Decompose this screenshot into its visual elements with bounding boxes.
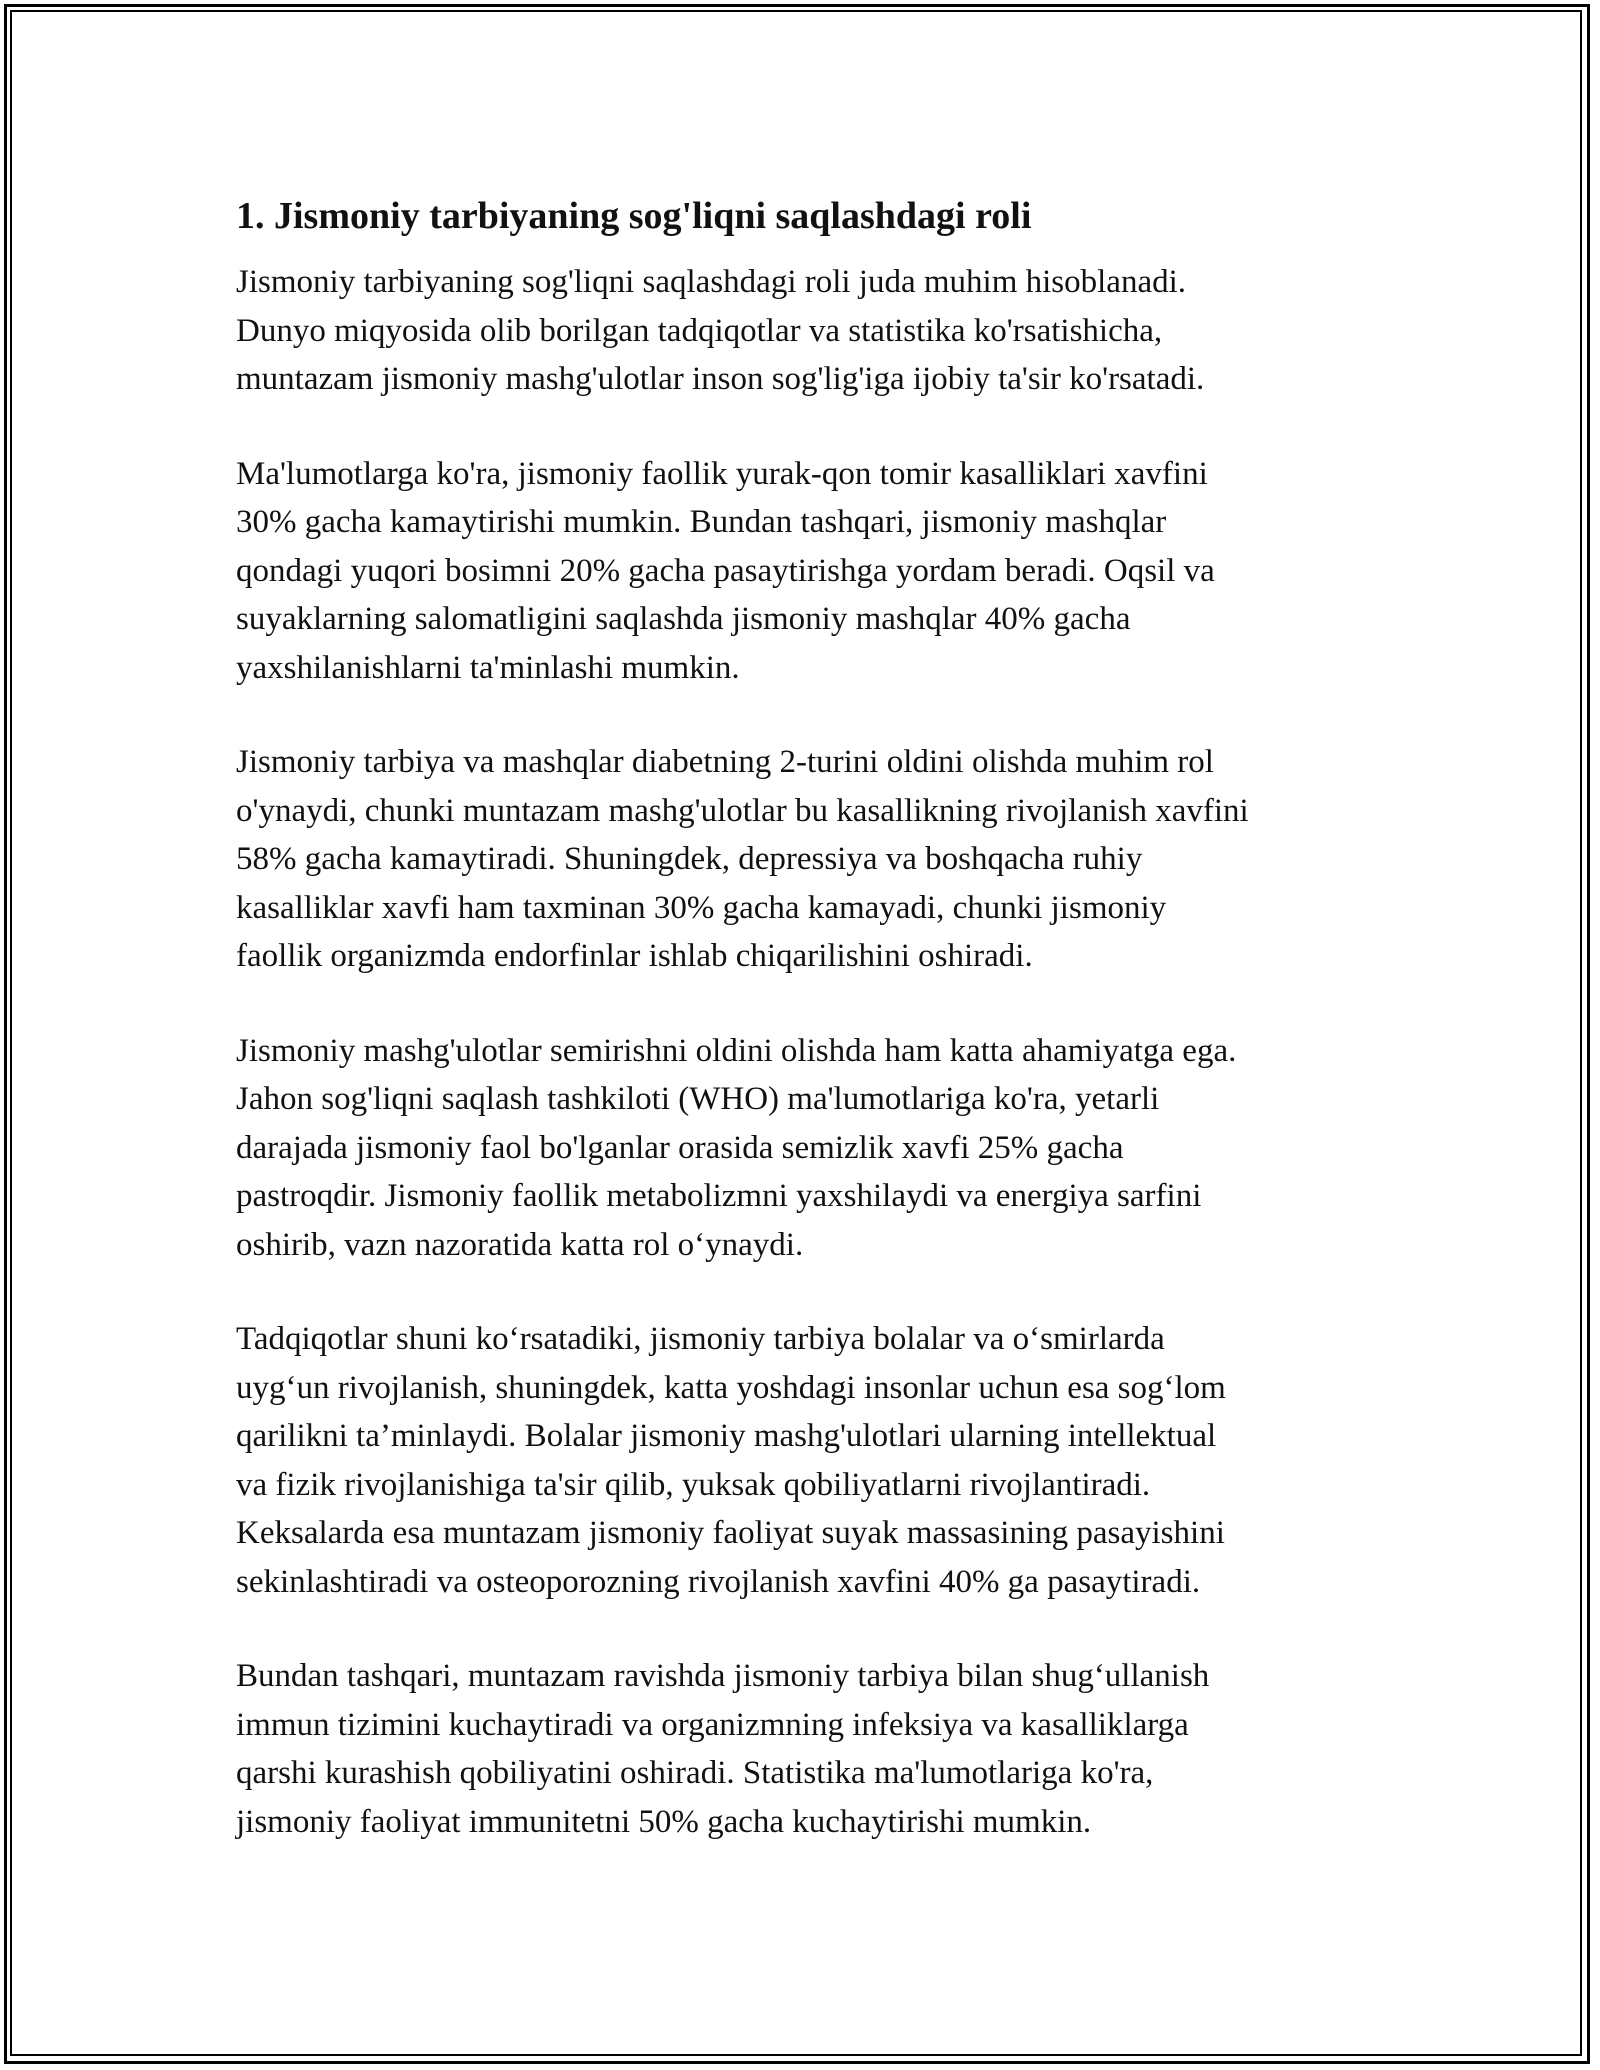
paragraph-line: darajada jismoniy faol bo'lganlar orasida semizlik xavfi 25% gacha (236, 1129, 1124, 1166)
paragraph-line: sekinlashtiradi va osteoporozning rivojlanish xavfini 40% ga pasaytiradi. (236, 1563, 1201, 1600)
paragraph-6 (236, 1652, 1376, 1846)
paragraph-line: 58% gacha kamaytiradi. Shuningdek, depressiya va boshqacha ruhiy (236, 841, 1143, 877)
paragraph-line: faollik organizmda endorfinlar ishlab chiqarilishini oshiradi. (236, 938, 1033, 974)
paragraph-line: qondagi yuqori bosimni 20% gacha pasaytirishga yordam beradi. Oqsil va (236, 552, 1215, 589)
paragraph-1 (236, 258, 1376, 404)
paragraph-line: 30% gacha kamaytirishi mumkin. Bundan tashqari, jismoniy mashqlar (236, 504, 1167, 540)
paragraph-line: Jismoniy tarbiyaning sog'liqni saqlashdagi roli juda muhim hisoblanadi. (236, 264, 1187, 300)
paragraph-line: Jismoniy mashg'ulotlar semirishni oldini olishda ham katta ahamiyatga ega. (236, 1032, 1237, 1069)
paragraph-line: Jismoniy tarbiya va mashqlar diabetning 2-turini oldini olishda muhim rol (236, 744, 1214, 780)
paragraph-line: Jahon sog'liqni saqlash tashkiloti (WHO) ma'lumotlariga ko'ra, yetarli (236, 1081, 1160, 1117)
paragraph-2 (236, 450, 1376, 693)
paragraph-3 (236, 738, 1376, 981)
paragraph-4 (236, 1027, 1376, 1270)
paragraph-line: qarilikni ta’minlaydi. Bolalar jismoniy mashg'ulotlari ularning intellektual (236, 1418, 1217, 1454)
paragraph-line: Dunyo miqyosida olib borilgan tadqiqotlar va statistika ko'rsatishicha, (236, 312, 1163, 349)
paragraph-line: yaxshilanishlarni ta'minlashi mumkin. (236, 649, 740, 686)
paragraph-line: o'ynaydi, chunki muntazam mashg'ulotlar bu kasallikning rivojlanish xavfini (236, 792, 1249, 829)
paragraph-line: kasalliklar xavfi ham taxminan 30% gacha kamayadi, chunki jismoniy (236, 889, 1167, 926)
paragraph-line: oshirib, vazn nazoratida katta rol o‘ynaydi. (236, 1226, 804, 1263)
paragraph-line: jismoniy faoliyat immunitetni 50% gacha kuchaytirishi mumkin. (236, 1803, 1092, 1840)
paragraph-line: Ma'lumotlarga ko'ra, jismoniy faollik yurak-qon tomir kasalliklari xavfini (236, 455, 1208, 492)
document-body (236, 188, 1376, 1892)
paragraph-line: Keksalarda esa muntazam jismoniy faoliyat suyak massasining pasayishini (236, 1515, 1225, 1551)
section-heading: 1. Jismoniy tarbiyaning sog'liqni saqlashdagi roli (236, 195, 1032, 237)
paragraph-line: suyaklarning salomatligini saqlashda jismoniy mashqlar 40% gacha (236, 601, 1131, 637)
paragraph-line: uyg‘un rivojlanish, shuningdek, katta yoshdagi insonlar uchun esa sog‘lom (236, 1369, 1226, 1406)
paragraph-line: Tadqiqotlar shuni ko‘rsatadiki, jismoniy tarbiya bolalar va o‘smirlarda (236, 1321, 1165, 1357)
paragraph-line: Bundan tashqari, muntazam ravishda jismoniy tarbiya bilan shug‘ullanish (236, 1658, 1210, 1694)
paragraph-line: muntazam jismoniy mashg'ulotlar inson sog'lig'iga ijobiy ta'sir ko'rsatadi. (236, 361, 1205, 397)
paragraph-line: immun tizimini kuchaytiradi va organizmning infeksiya va kasalliklarga (236, 1706, 1189, 1743)
paragraph-5 (236, 1315, 1376, 1606)
paragraph-line: pastroqdir. Jismoniy faollik metabolizmni yaxshilaydi va energiya sarfini (236, 1178, 1202, 1214)
paragraph-line: qarshi kurashish qobiliyatini oshiradi. Statistika ma'lumotlariga ko'ra, (236, 1755, 1154, 1791)
paragraph-line: va fizik rivojlanishiga ta'sir qilib, yuksak qobiliyatlarni rivojlantiradi. (236, 1466, 1151, 1503)
